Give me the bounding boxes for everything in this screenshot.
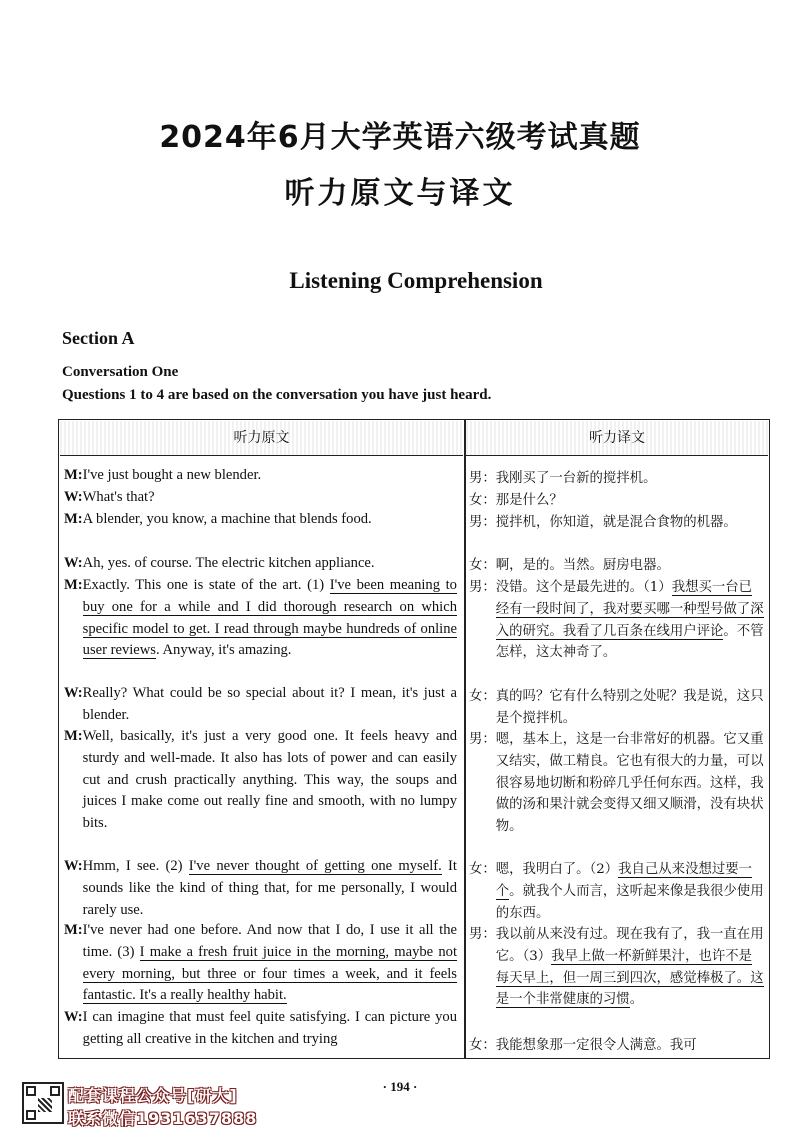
left-paragraph xyxy=(64,575,457,662)
right-text xyxy=(496,512,765,534)
section-heading: Section A xyxy=(62,328,135,348)
speaker-label: M: xyxy=(64,511,83,527)
plain-text: 。 xyxy=(629,992,644,1008)
right-paragraph xyxy=(469,577,765,664)
left-text xyxy=(83,726,457,835)
speaker-label: W: xyxy=(64,489,83,505)
right-text xyxy=(496,686,765,730)
left-text xyxy=(83,683,457,727)
plain-text: Hmm, I see. (2) xyxy=(82,858,189,874)
answer-underline-text: 我想买一台已经有一段时间了，我对要买哪一种型号做了深入的研究。我看了几百条在线用户评论 xyxy=(495,580,764,639)
table-column-divider xyxy=(464,419,466,1059)
left-paragraph xyxy=(64,683,457,727)
left-paragraph xyxy=(64,553,457,575)
speaker-label: W: xyxy=(64,685,83,701)
plain-text: 搅拌机，你知道，就是混合食物的机器。 xyxy=(495,515,737,530)
speaker-label: W: xyxy=(64,1009,83,1025)
speaker-label: M: xyxy=(64,728,83,744)
right-paragraph xyxy=(469,512,765,534)
plain-text: A blender, you know, a machine that blends food. xyxy=(82,511,372,527)
answer-underline-text: I've been meaning to buy one for a while and I did thorough research on which specific model to get. I read through maybe hundreds of online user reviews xyxy=(82,577,457,659)
speaker-label: W: xyxy=(64,858,83,874)
right-paragraph xyxy=(469,555,765,577)
watermark-line-1: 配套课程公众号[研大] xyxy=(68,1086,238,1105)
speaker-label: 男： xyxy=(469,471,496,486)
page-number: · 194 · xyxy=(382,1079,418,1094)
right-paragraph xyxy=(469,1035,765,1057)
left-text xyxy=(83,553,457,575)
right-text xyxy=(496,1035,765,1057)
right-paragraph xyxy=(469,490,765,512)
plain-text: 没错。这个是最先进的。（1） xyxy=(495,580,672,595)
plain-text: 我以前从来没有过。现在我有了，我一直在用它。（3） xyxy=(495,927,764,964)
speaker-label: M: xyxy=(64,467,83,483)
answer-underline-text: I've never thought of getting one myself. xyxy=(188,858,442,874)
speaker-label: 女： xyxy=(469,493,496,508)
plain-text: 嗯，我明白了。（2） xyxy=(495,862,619,877)
speaker-label: 男： xyxy=(469,515,496,530)
left-paragraph xyxy=(64,920,457,1007)
left-paragraph xyxy=(64,509,457,531)
answer-underline-text: I make a fresh fruit juice in the morning, maybe not every morning, but three or four times a week, and it feels fantastic. It's a really healthy habit. xyxy=(82,943,457,1004)
qr-code-icon xyxy=(22,1082,64,1124)
left-text xyxy=(83,920,457,1007)
right-paragraph xyxy=(469,729,765,838)
speaker-label: 女： xyxy=(469,862,496,877)
right-paragraph xyxy=(469,924,765,1011)
question-instructions: Questions 1 to 4 are based on the conversation you have just heard. xyxy=(62,387,492,403)
table-header-original: 听力原文 xyxy=(60,421,463,456)
answer-underline-text: 我自己从来没想过要一个 xyxy=(495,862,753,899)
left-paragraph xyxy=(64,1007,457,1051)
plain-text: I can imagine that must feel quite satisfying. I can picture you getting all creative in the kitchen and trying xyxy=(82,1009,457,1047)
right-text xyxy=(496,555,765,577)
speaker-label: 男： xyxy=(469,732,496,747)
left-paragraph xyxy=(64,487,457,509)
right-paragraph xyxy=(469,686,765,730)
plain-text: I've never had one before. And now that I do, I use it all the time. (3) xyxy=(82,922,457,960)
right-paragraph xyxy=(469,468,765,490)
part-heading: Listening Comprehension xyxy=(289,268,543,293)
left-text xyxy=(83,1007,457,1051)
plain-text: Ah, yes. of course. The electric kitchen appliance. xyxy=(82,555,375,571)
speaker-label: M: xyxy=(64,577,83,593)
plain-text: 。就我个人而言，这听起来像是我很少使用的东西。 xyxy=(495,883,764,921)
page-title: 2024年6月大学英语六级考试真题 xyxy=(159,120,641,155)
speaker-label: 男： xyxy=(469,927,496,942)
plain-text: What's that? xyxy=(82,489,155,505)
right-paragraph xyxy=(469,859,765,924)
left-text xyxy=(83,856,457,921)
right-text xyxy=(496,490,765,512)
right-text xyxy=(496,577,765,664)
left-paragraph xyxy=(64,856,457,921)
right-text xyxy=(496,468,765,490)
plain-text: 嗯，基本上，这是一台非常好的机器。它又重又结实，做工精良。它也有很大的力量，可以很容易地切断和粉碎几乎任何东西。这样，我做的汤和果汁就会变得又细又顺滑，没有块状物。 xyxy=(495,732,764,835)
plain-text: 真的吗？它有什么特别之处呢？我是说，这只是个搅拌机。 xyxy=(495,689,764,726)
speaker-label: 女： xyxy=(469,1038,496,1053)
left-text xyxy=(83,487,457,509)
plain-text: Really? What could be so special about it? I mean, it's just a blender. xyxy=(82,685,457,723)
plain-text: 我能想象那一定很令人满意。我可 xyxy=(495,1038,697,1053)
plain-text: 。不管怎样，这太神奇了。 xyxy=(495,623,764,661)
table-header-translation: 听力译文 xyxy=(466,421,768,456)
speaker-label: 女： xyxy=(469,558,496,573)
plain-text: 啊，是的。当然。厨房电器。 xyxy=(495,558,670,573)
page-subtitle: 听力原文与译文 xyxy=(284,176,516,211)
speaker-label: W: xyxy=(64,555,83,571)
speaker-label: 女： xyxy=(469,689,496,704)
left-paragraph xyxy=(64,465,457,487)
left-text xyxy=(83,509,457,531)
conversation-heading: Conversation One xyxy=(62,364,179,380)
plain-text: . Anyway, it's amazing. xyxy=(156,642,292,659)
right-text xyxy=(496,924,765,1011)
speaker-label: 男： xyxy=(469,580,496,595)
plain-text: Well, basically, it's just a very good one. It feels heavy and sturdy and well-made. It also has lots of power and can easily cut and crush practically anything. This way, the soups and juices I make come out really fine and smooth, with no lumpy bits. xyxy=(82,728,457,832)
left-paragraph xyxy=(64,726,457,835)
speaker-label: M: xyxy=(64,922,83,938)
left-text xyxy=(83,465,457,487)
answer-underline-text: 我早上做一杯新鲜果汁，也许不是每天早上，但一周三到四次，感觉棒极了。这是一个非常健康的习惯 xyxy=(495,948,764,1008)
plain-text: 我刚买了一台新的搅拌机。 xyxy=(495,471,657,486)
plain-text: It sounds like the kind of thing that, for me personally, I would rarely use. xyxy=(82,858,457,918)
plain-text: 那是什么？ xyxy=(495,493,563,508)
watermark-line-2: 联系微信1931637888 xyxy=(68,1109,258,1128)
right-text xyxy=(496,729,765,838)
left-text xyxy=(83,575,457,662)
plain-text: Exactly. This one is state of the art. (1) xyxy=(82,577,330,593)
right-text xyxy=(496,859,765,924)
plain-text: I've just bought a new blender. xyxy=(82,467,262,483)
